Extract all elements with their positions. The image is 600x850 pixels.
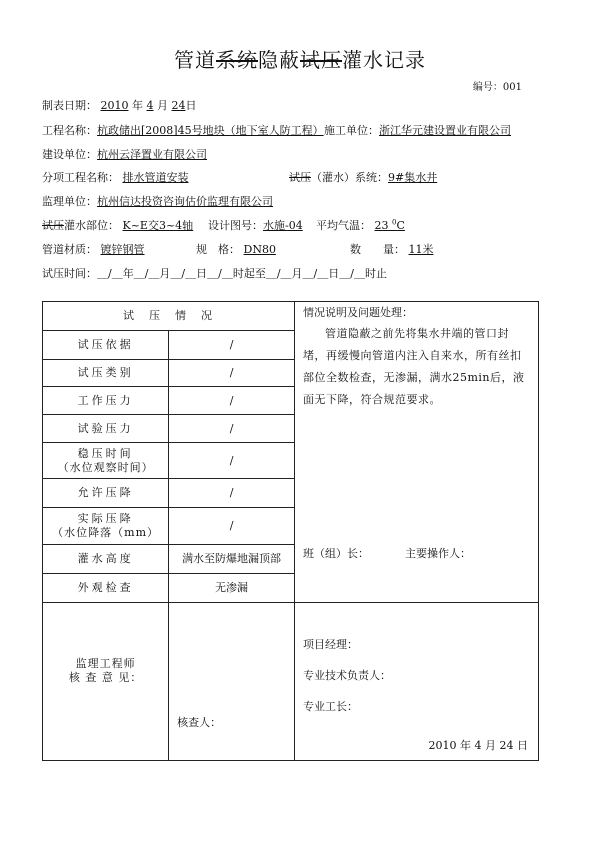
title-part: 灌水记录 [342,48,426,72]
notes-title: 情况说明及问题处理： [302,306,413,319]
system-value: 9#集水井 [388,171,438,184]
temperature-line [316,217,405,233]
drawing-line [208,217,303,233]
row-value: 满水至防爆地漏顶部 [169,545,295,574]
quantity-value: 11米 [408,243,434,256]
notes-text: 管道隐蔽之前先将集水井端的管口封堵，再缓慢向管道内注入自来水，所有丝扣部位全数检查，无渗漏，满水25min后，液面无下降，符合规范要求。 [302,327,525,406]
checker-label: 核查人： [177,716,222,729]
row-label-line: （水位降落（mm） [52,526,160,539]
main-operator-label: 主要操作人： [404,547,471,560]
part-value: K~E交3~4轴 [122,219,194,232]
material-line [42,241,145,257]
year-char: 年 [132,99,143,112]
builder-line [42,146,207,162]
contractor-name: 浙江华元建设置业有限公司 [379,124,511,137]
page-title [0,44,600,73]
spec-label: 规 格： [196,243,240,256]
date-month: 4 [146,99,154,112]
material-label: 管道材质： [42,243,97,256]
sign-date: 2010 年 4 月 24 日 [428,739,528,752]
team-leader-label: 班（组）长： [302,547,369,560]
row-label: 灌水高度 [43,545,169,574]
celsius-mark: C [396,219,405,232]
test-record-table [42,301,539,761]
row-label: 外观检查 [43,574,169,603]
sub-project-label: 分项工程名称： [42,171,119,184]
spec-line [196,241,276,257]
supervisor-name: 杭州信达投资咨询估价监理有限公司 [97,195,273,208]
temperature-number: 23 [374,219,389,232]
row-label: 试验压力 [43,415,169,443]
row-label: 允许压降 [43,479,169,508]
temperature-label: 平均气温： [316,219,371,232]
month-char: 月 [157,99,168,112]
sub-project-name: 排水管道安装 [122,171,189,184]
row-label [43,508,169,545]
project-label: 工程名称： [42,124,97,137]
supervisor-title-line: 核 查 意 见： [68,671,143,684]
quantity-line [350,241,434,257]
quantity-label: 数 量： [350,243,405,256]
title-part: 管道 [174,48,216,72]
row-value: / [169,387,295,415]
drawing-label: 设计图号： [208,219,263,232]
supervisor-title [43,657,168,685]
time-label: 试压时间： [42,267,97,280]
row-label-line: （水位观察时间） [57,460,154,474]
part-line [42,217,193,233]
material-value: 镀锌钢管 [100,243,145,256]
row-value: / [169,415,295,443]
system-line [289,169,437,185]
title-part: 隐蔽 [258,48,300,72]
builder-label: 建设单位： [42,148,97,161]
row-label: 试压类别 [43,360,169,387]
notes-cell [294,302,538,603]
row-label-line: 稳压时间 [77,446,134,460]
row-value: / [169,479,295,508]
checker-cell [169,603,295,761]
title-struck-part: 系统 [216,48,258,72]
row-value: / [169,443,295,479]
row-label: 工作压力 [43,387,169,415]
tech-lead-label: 专业技术负责人： [302,669,391,682]
supervisor-title-line: 监理工程师 [75,657,136,670]
date-day: 24 [171,99,186,112]
supervisor-label: 监理单位： [42,195,97,208]
date-label: 制表日期： [42,99,97,112]
contractor-label: 施工单位： [324,124,379,137]
supervisor-opinion-cell [43,603,169,761]
sub-project-line [42,169,189,185]
builder-name: 杭州云泽置业有限公司 [97,148,207,161]
signature-cell [294,603,538,761]
project-line [42,122,324,138]
drawing-number: 水施-04 [263,219,303,232]
supervisor-line [42,193,273,209]
system-label: （灌水）系统： [311,171,388,184]
temperature-value [375,219,405,232]
row-label: 试压依据 [43,331,169,360]
row-label [43,443,169,479]
row-value: / [169,360,295,387]
part-label: 灌水部位： [64,219,119,232]
row-value: / [169,508,295,545]
date-line [42,97,197,113]
project-manager-label: 项目经理： [302,638,358,651]
contractor-line [324,122,511,138]
system-struck-label: 试压 [289,171,311,184]
foreman-label: 专业工长： [302,700,358,713]
row-value: 无渗漏 [169,574,295,603]
row-label-line: 实际压降 [77,512,134,525]
record-number: 编号：001 [472,82,522,93]
project-name: 杭政储出[2008]45号地块（地下室人防工程） [97,124,324,137]
time-line [42,265,387,281]
day-char: 日 [185,99,197,112]
row-value: / [169,331,295,360]
part-struck-label: 试压 [42,219,64,232]
test-status-header: 试 压 情 况 [43,302,295,331]
title-struck-part: 试压 [300,48,342,72]
date-year: 2010 [100,99,129,112]
degree-mark: 0 [392,218,397,227]
spec-value: DN80 [243,243,276,256]
time-value: ＿/＿年＿/＿月＿/＿日＿/＿时起至＿/＿月＿/＿日＿/＿时止 [97,267,387,280]
